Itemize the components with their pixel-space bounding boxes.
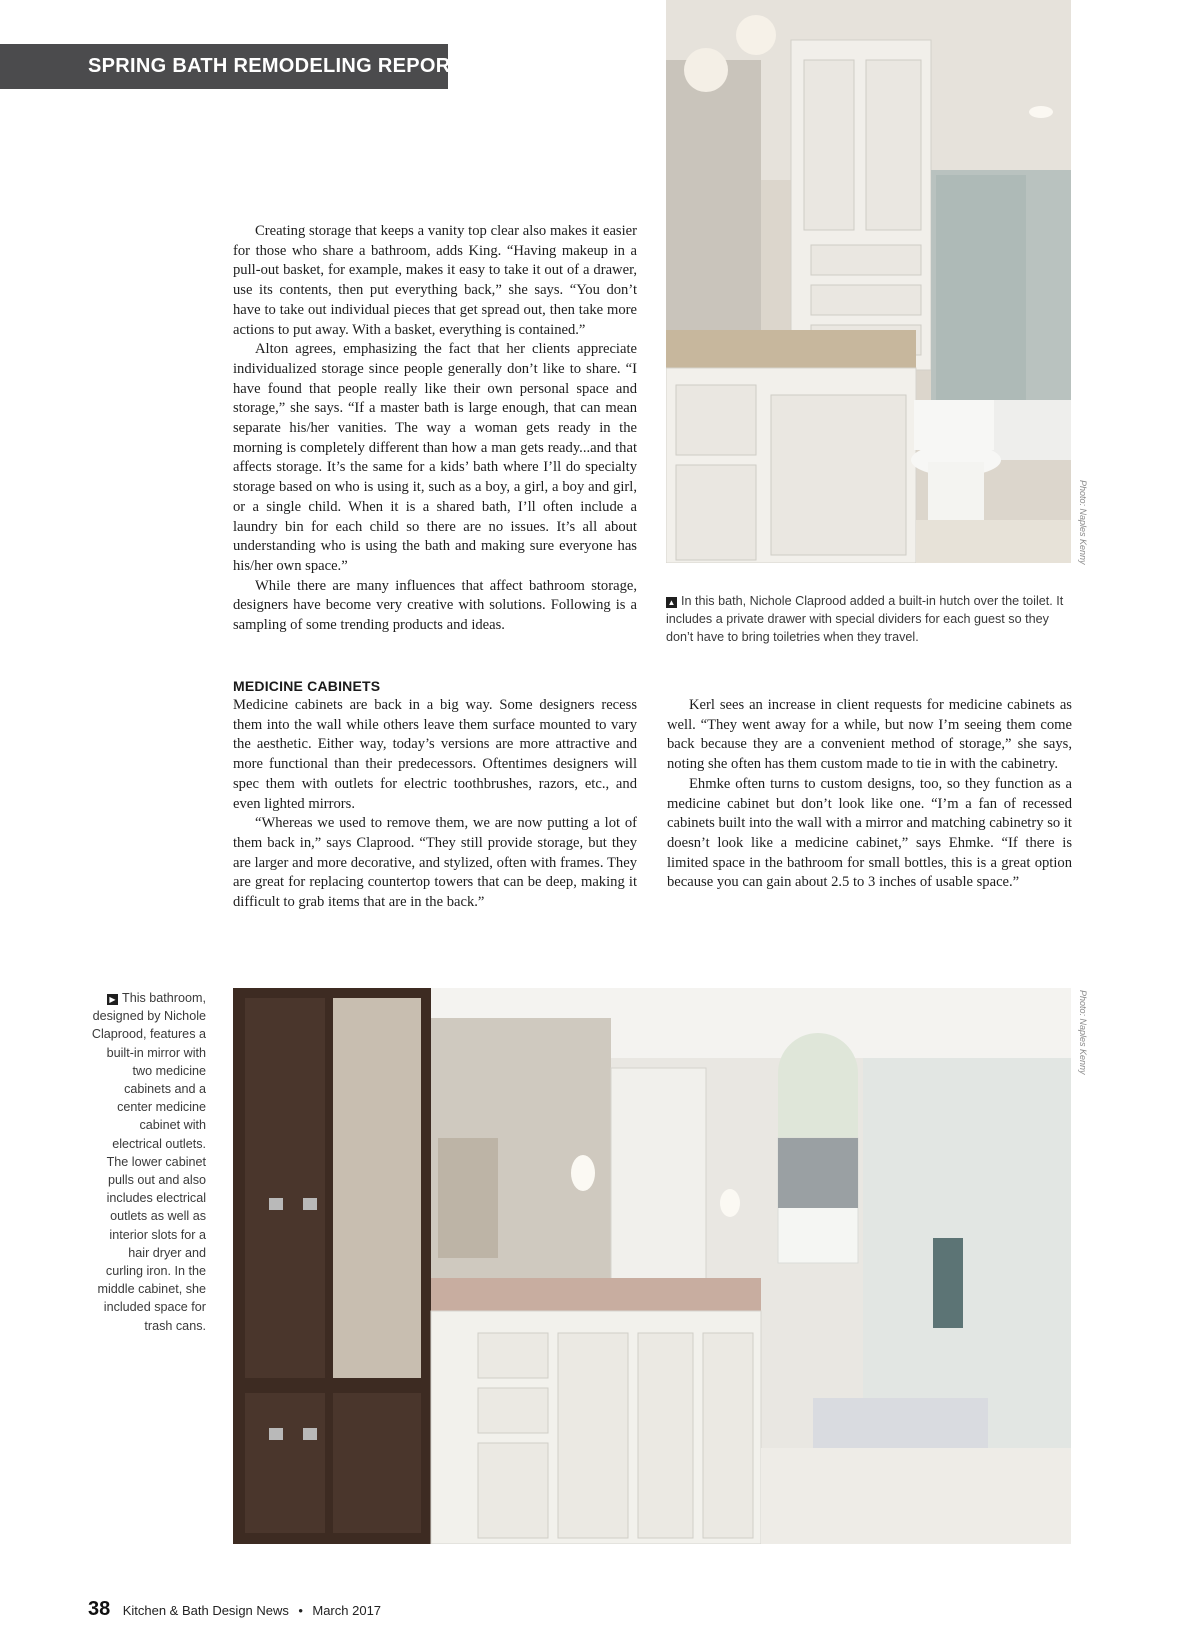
bathroom-hutch-photo [666, 0, 1071, 563]
photo-caption-text: This bathroom, designed by Nichole Claprood, features a built-in mirror with two medicine cabinets and a center medicine cabinet with electrical outlets. The lower cabinet pulls out and also includes electrical outlets as well as interior slots for a hair dryer and curling iron. In the middle cabinet, she included space for trash cans. [91, 991, 206, 1333]
article-right-column [667, 696, 1072, 893]
paragraph: While there are many influences that affect bathroom storage, designers have become very creative with solutions. Following is a sampling of some trending products and ideas. [233, 577, 637, 634]
master-bath-photo [233, 988, 1071, 1544]
page-number: 38 [88, 1598, 111, 1620]
paragraph: “Whereas we used to remove them, we are now putting a lot of them back in,” says Claprood. “They still provide storage, but they are larger and more decorative, and stylized, often with frames. They are great for replacing countertop towers that can be deep, making it difficult to grab items that are in the back.” [233, 815, 637, 911]
section-banner-label: SPRING BATH REMODELING REPORT [88, 55, 464, 77]
arrow-up-icon: ▲ [667, 598, 676, 607]
paragraph: Medicine cabinets are back in a big way. Some designers recess them into the wall while others leave them surface mounted to vary the aesthetic. Either way, today’s versions are more attractive and more functional than their predecessors. Oftentimes designers will spec them with outlets for electric toothbrushes, razors, etc., and even lighted mirrors. [233, 697, 637, 812]
photo-caption-text: In this bath, Nichole Claprood added a built-in hutch over the toilet. It includes a private drawer with special dividers for each guest so they don’t have to bring toiletries when they travel. [666, 594, 1064, 645]
medicine-cabinets-section [233, 677, 637, 913]
page-footer [88, 1598, 381, 1621]
article-intro [233, 222, 637, 636]
paragraph: Ehmke often turns to custom designs, too, so they function as a medicine cabinet but don’t look like one. “I’m a fan of recessed cabinets built into the wall with a mirror and matching cabinetry so it doesn’t look like a medicine cabinet,” says Ehmke. “If there is limited space in the bathroom for small bottles, this is a great option because you can gain about 2.5 to 3 inches of usable space.” [667, 775, 1072, 891]
arrow-right-icon: ▶ [107, 994, 118, 1005]
section-banner [0, 44, 464, 89]
issue-date: March 2017 [312, 1603, 382, 1618]
paragraph: Creating storage that keeps a vanity top clear also makes it easier for those who share a bathroom, adds King. “Having makeup in a pull-out basket, for example, makes it easy to take it out of a drawer, use its contents, then put everything back,” she says. “You don’t have to take out individual pieces that get spread out, then take more actions to put away. With a basket, everything is contained.” [233, 223, 637, 338]
section-heading: MEDICINE CABINETS [233, 678, 381, 694]
photo-caption [666, 592, 1071, 647]
photo-credit: Photo: Naples Kenny [1078, 480, 1088, 565]
photo-credit: Photo: Naples Kenny [1078, 990, 1088, 1075]
publication-name: Kitchen & Bath Design News [122, 1603, 289, 1618]
footer-separator: • [298, 1603, 303, 1618]
photo-caption [88, 989, 206, 1335]
paragraph: Kerl sees an increase in client requests for medicine cabinets as well. “They went away for a while, but now I’m seeing them come back because they are a convenient method of storage,” she says, noting she often has them custom made to tie in with the cabinetry. [667, 697, 1072, 773]
paragraph: Alton agrees, emphasizing the fact that her clients appreciate individualized storage since people generally don’t like to share. “I have found that people really like their own personal space and storage,” she says. “If a master bath is large enough, that can mean separate his/her vanities. The way a woman gets ready in the morning is completely different than how a man gets ready...and that affects storage. It’s the same for a kids’ bath where I’ll do specialty storage based on who is using it, such as a boy, a girl, a boy and girl, or a single child. When it is a shared bath, I’ll often include a laundry bin for each child so there are no issues. It’s all about understanding who is using the bath and making sure everyone has his/her own space.” [233, 341, 637, 574]
